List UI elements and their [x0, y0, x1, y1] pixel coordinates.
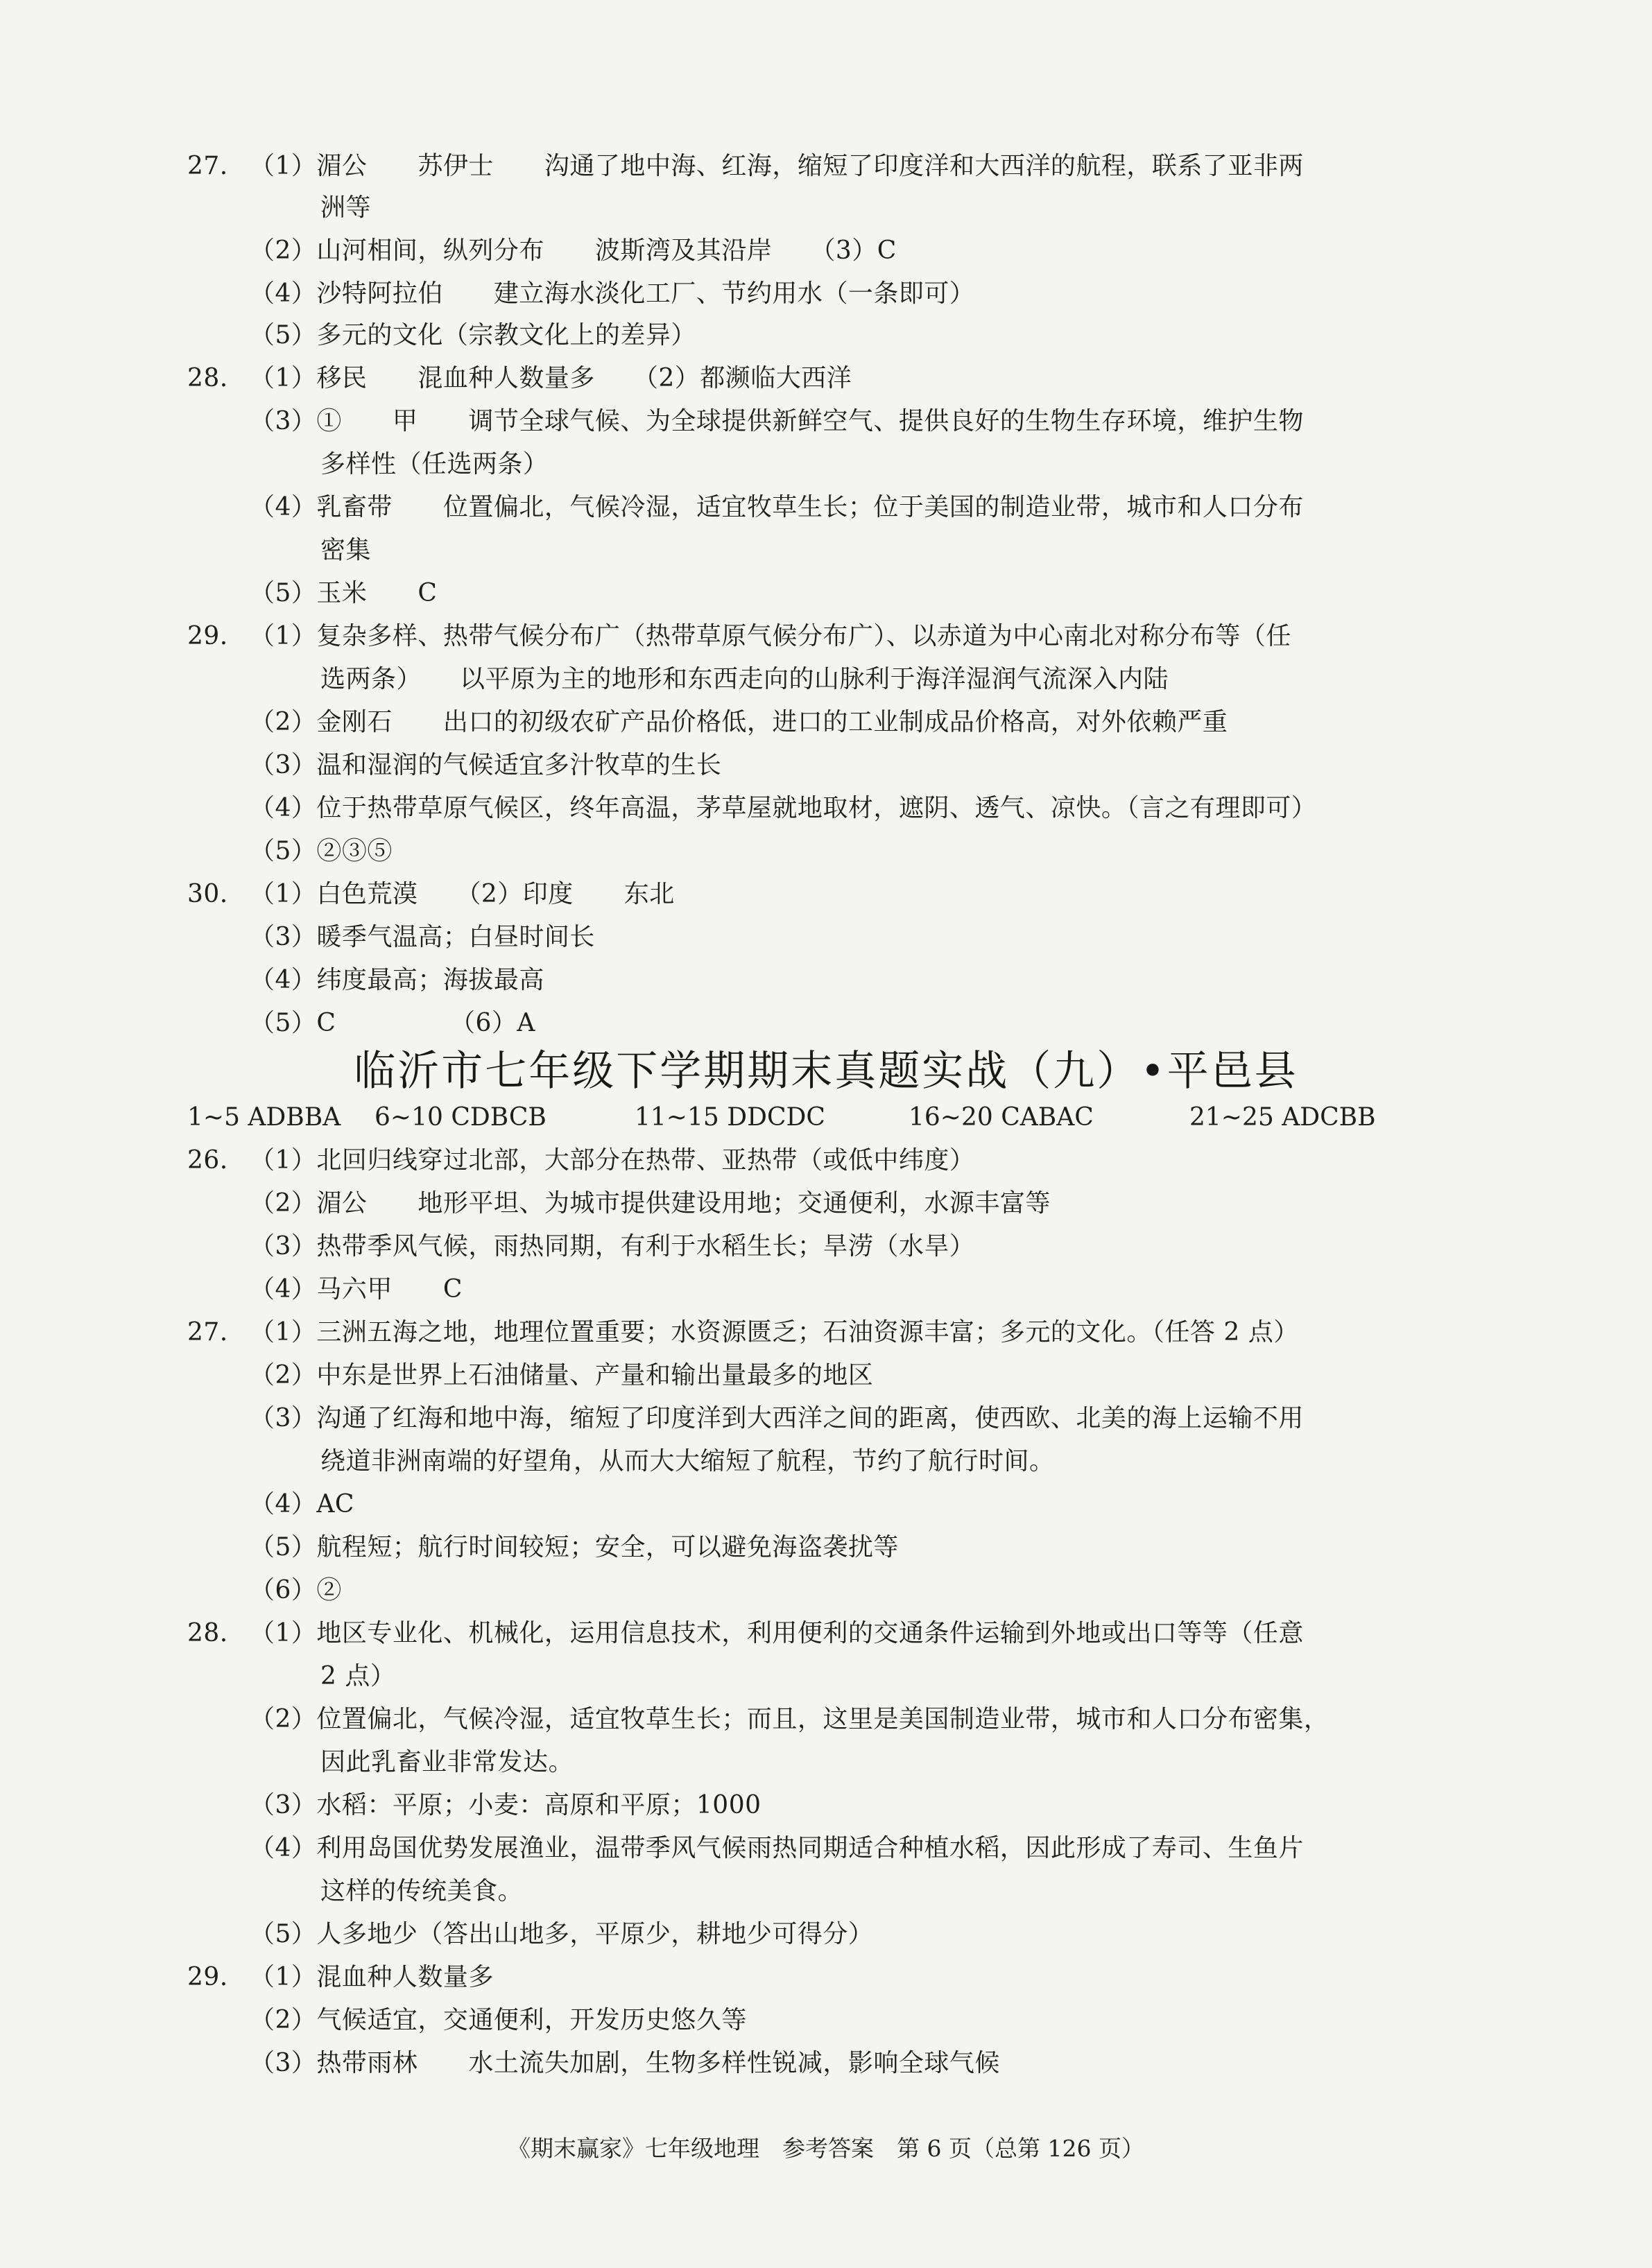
- answer-line: （6）②: [250, 1576, 342, 1604]
- answer-line: （3）热带季风气候，雨热同期，有利于水稻生长；旱涝（水旱）: [250, 1232, 975, 1261]
- question-number: 26.: [187, 1146, 228, 1175]
- answer-line: （1）混血种人数量多: [250, 1963, 494, 1991]
- answer-line: 密集: [320, 536, 372, 564]
- answer-line: （2）中东是世界上石油储量、产量和输出量最多的地区: [250, 1361, 874, 1390]
- question-number: 28.: [187, 364, 228, 392]
- answer-line: （2）金刚石 出口的初级农矿产品价格低，进口的工业制成品价格高，对外依赖严重: [250, 708, 1228, 736]
- answer-line: （5）航程短；航行时间较短；安全，可以避免海盗袭扰等: [250, 1533, 899, 1561]
- question-number: 30.: [187, 880, 228, 908]
- answer-line: （4）AC: [250, 1490, 354, 1518]
- answer-line: 这样的传统美食。: [320, 1877, 524, 1905]
- question-number: 29.: [187, 622, 228, 650]
- answer-line: （1）地区专业化、机械化，运用信息技术，利用便利的交通条件运输到外地或出口等等（任意: [250, 1619, 1304, 1647]
- answer-line: （5）玉米 C: [250, 579, 438, 607]
- answer-line: （2）气候适宜，交通便利，开发历史悠久等: [250, 2006, 747, 2034]
- answer-line: （3）热带雨林 水土流失加剧，生物多样性锐减，影响全球气候: [250, 2049, 1000, 2077]
- answer-line: （4）乳畜带 位置偏北，气候冷湿，适宜牧草生长；位于美国的制造业带，城市和人口分布: [250, 493, 1304, 521]
- answer-line: （1）三洲五海之地，地理位置重要；水资源匮乏；石油资源丰富；多元的文化。（任答 2 点）: [250, 1318, 1299, 1347]
- question-number: 28.: [187, 1619, 228, 1647]
- answer-line: （3）沟通了红海和地中海，缩短了印度洋到大西洋之间的距离，使西欧、北美的海上运输不用: [250, 1404, 1304, 1432]
- answer-line: （1）复杂多样、热带气候分布广（热带草原气候分布广）、以赤道为中心南北对称分布等（任: [250, 622, 1291, 650]
- question-number: 29.: [187, 1963, 228, 1991]
- answer-line: （1）移民 混血种人数量多 （2）都濒临大西洋: [250, 364, 852, 392]
- answer-line: （3）① 甲 调节全球气候、为全球提供新鲜空气、提供良好的生物生存环境，维护生物: [250, 407, 1304, 435]
- answer-line: （2）山河相间，纵列分布 波斯湾及其沿岸 （3）C: [250, 236, 897, 265]
- answer-line: （4）沙特阿拉伯 建立海水淡化工厂、节约用水（一条即可）: [250, 279, 975, 308]
- answer-line: 选两条） 以平原为主的地形和东西走向的山脉利于海洋湿润气流深入内陆: [320, 665, 1169, 693]
- answer-line: （2）湄公 地形平坦、为城市提供建设用地；交通便利，水源丰富等: [250, 1189, 1051, 1218]
- answer-line: （5）②③⑤: [250, 837, 393, 865]
- answer-line: （5）多元的文化（宗教文化上的差异）: [250, 321, 696, 349]
- answer-line: 洲等: [320, 193, 372, 222]
- choice-answer-group: 11~15 DDCDC: [635, 1103, 825, 1132]
- answer-line: （1）北回归线穿过北部，大部分在热带、亚热带（或低中纬度）: [250, 1146, 975, 1175]
- answer-line: （4）马六甲 C: [250, 1275, 463, 1304]
- answer-line: （4）利用岛国优势发展渔业，温带季风气候雨热同期适合种植水稻，因此形成了寿司、生鱼片: [250, 1834, 1304, 1862]
- answer-line: （1）白色荒漠 （2）印度 东北: [250, 880, 675, 908]
- choice-answer-group: 6~10 CDBCB: [375, 1103, 547, 1132]
- answer-line: （1）湄公 苏伊士 沟通了地中海、红海，缩短了印度洋和大西洋的航程，联系了亚非两: [250, 152, 1304, 180]
- answer-line: 2 点）: [320, 1662, 396, 1690]
- answer-line: （4）纬度最高；海拔最高: [250, 966, 544, 994]
- answer-line: （5）C （6）A: [250, 1009, 535, 1037]
- answer-line: （3）暖季气温高；白昼时间长: [250, 923, 595, 951]
- page-footer: 《期末赢家》七年级地理 参考答案 第 6 页（总第 126 页）: [508, 2135, 1144, 2162]
- answer-line: （4）位于热带草原气候区，终年高温，茅草屋就地取材，遮阴、透气、凉快。（言之有理即可）: [250, 794, 1317, 822]
- answer-line: （3）水稻：平原；小麦：高原和平原；1000: [250, 1791, 762, 1819]
- answer-line: 绕道非洲南端的好望角，从而大大缩短了航程，节约了航行时间。: [320, 1447, 1055, 1475]
- answer-line: 多样性（任选两条）: [320, 450, 549, 478]
- answer-line: （5）人多地少（答出山地多，平原少，耕地少可得分）: [250, 1920, 874, 1948]
- answer-line: （3）温和湿润的气候适宜多汁牧草的生长: [250, 751, 722, 779]
- question-number: 27.: [187, 152, 228, 180]
- section-heading: 临沂市七年级下学期期末真题实战（九）•平邑县: [354, 1047, 1298, 1096]
- answer-line: （2）位置偏北，气候冷湿，适宜牧草生长；而且，这里是美国制造业带，城市和人口分布密集，: [250, 1705, 1330, 1733]
- answer-line: 因此乳畜业非常发达。: [320, 1748, 574, 1776]
- choice-answer-group: 16~20 CABAC: [909, 1103, 1094, 1132]
- choice-answer-group: 21~25 ADCBB: [1189, 1103, 1376, 1132]
- question-number: 27.: [187, 1318, 228, 1347]
- choice-answer-group: 1~5 ADBBA: [187, 1103, 341, 1132]
